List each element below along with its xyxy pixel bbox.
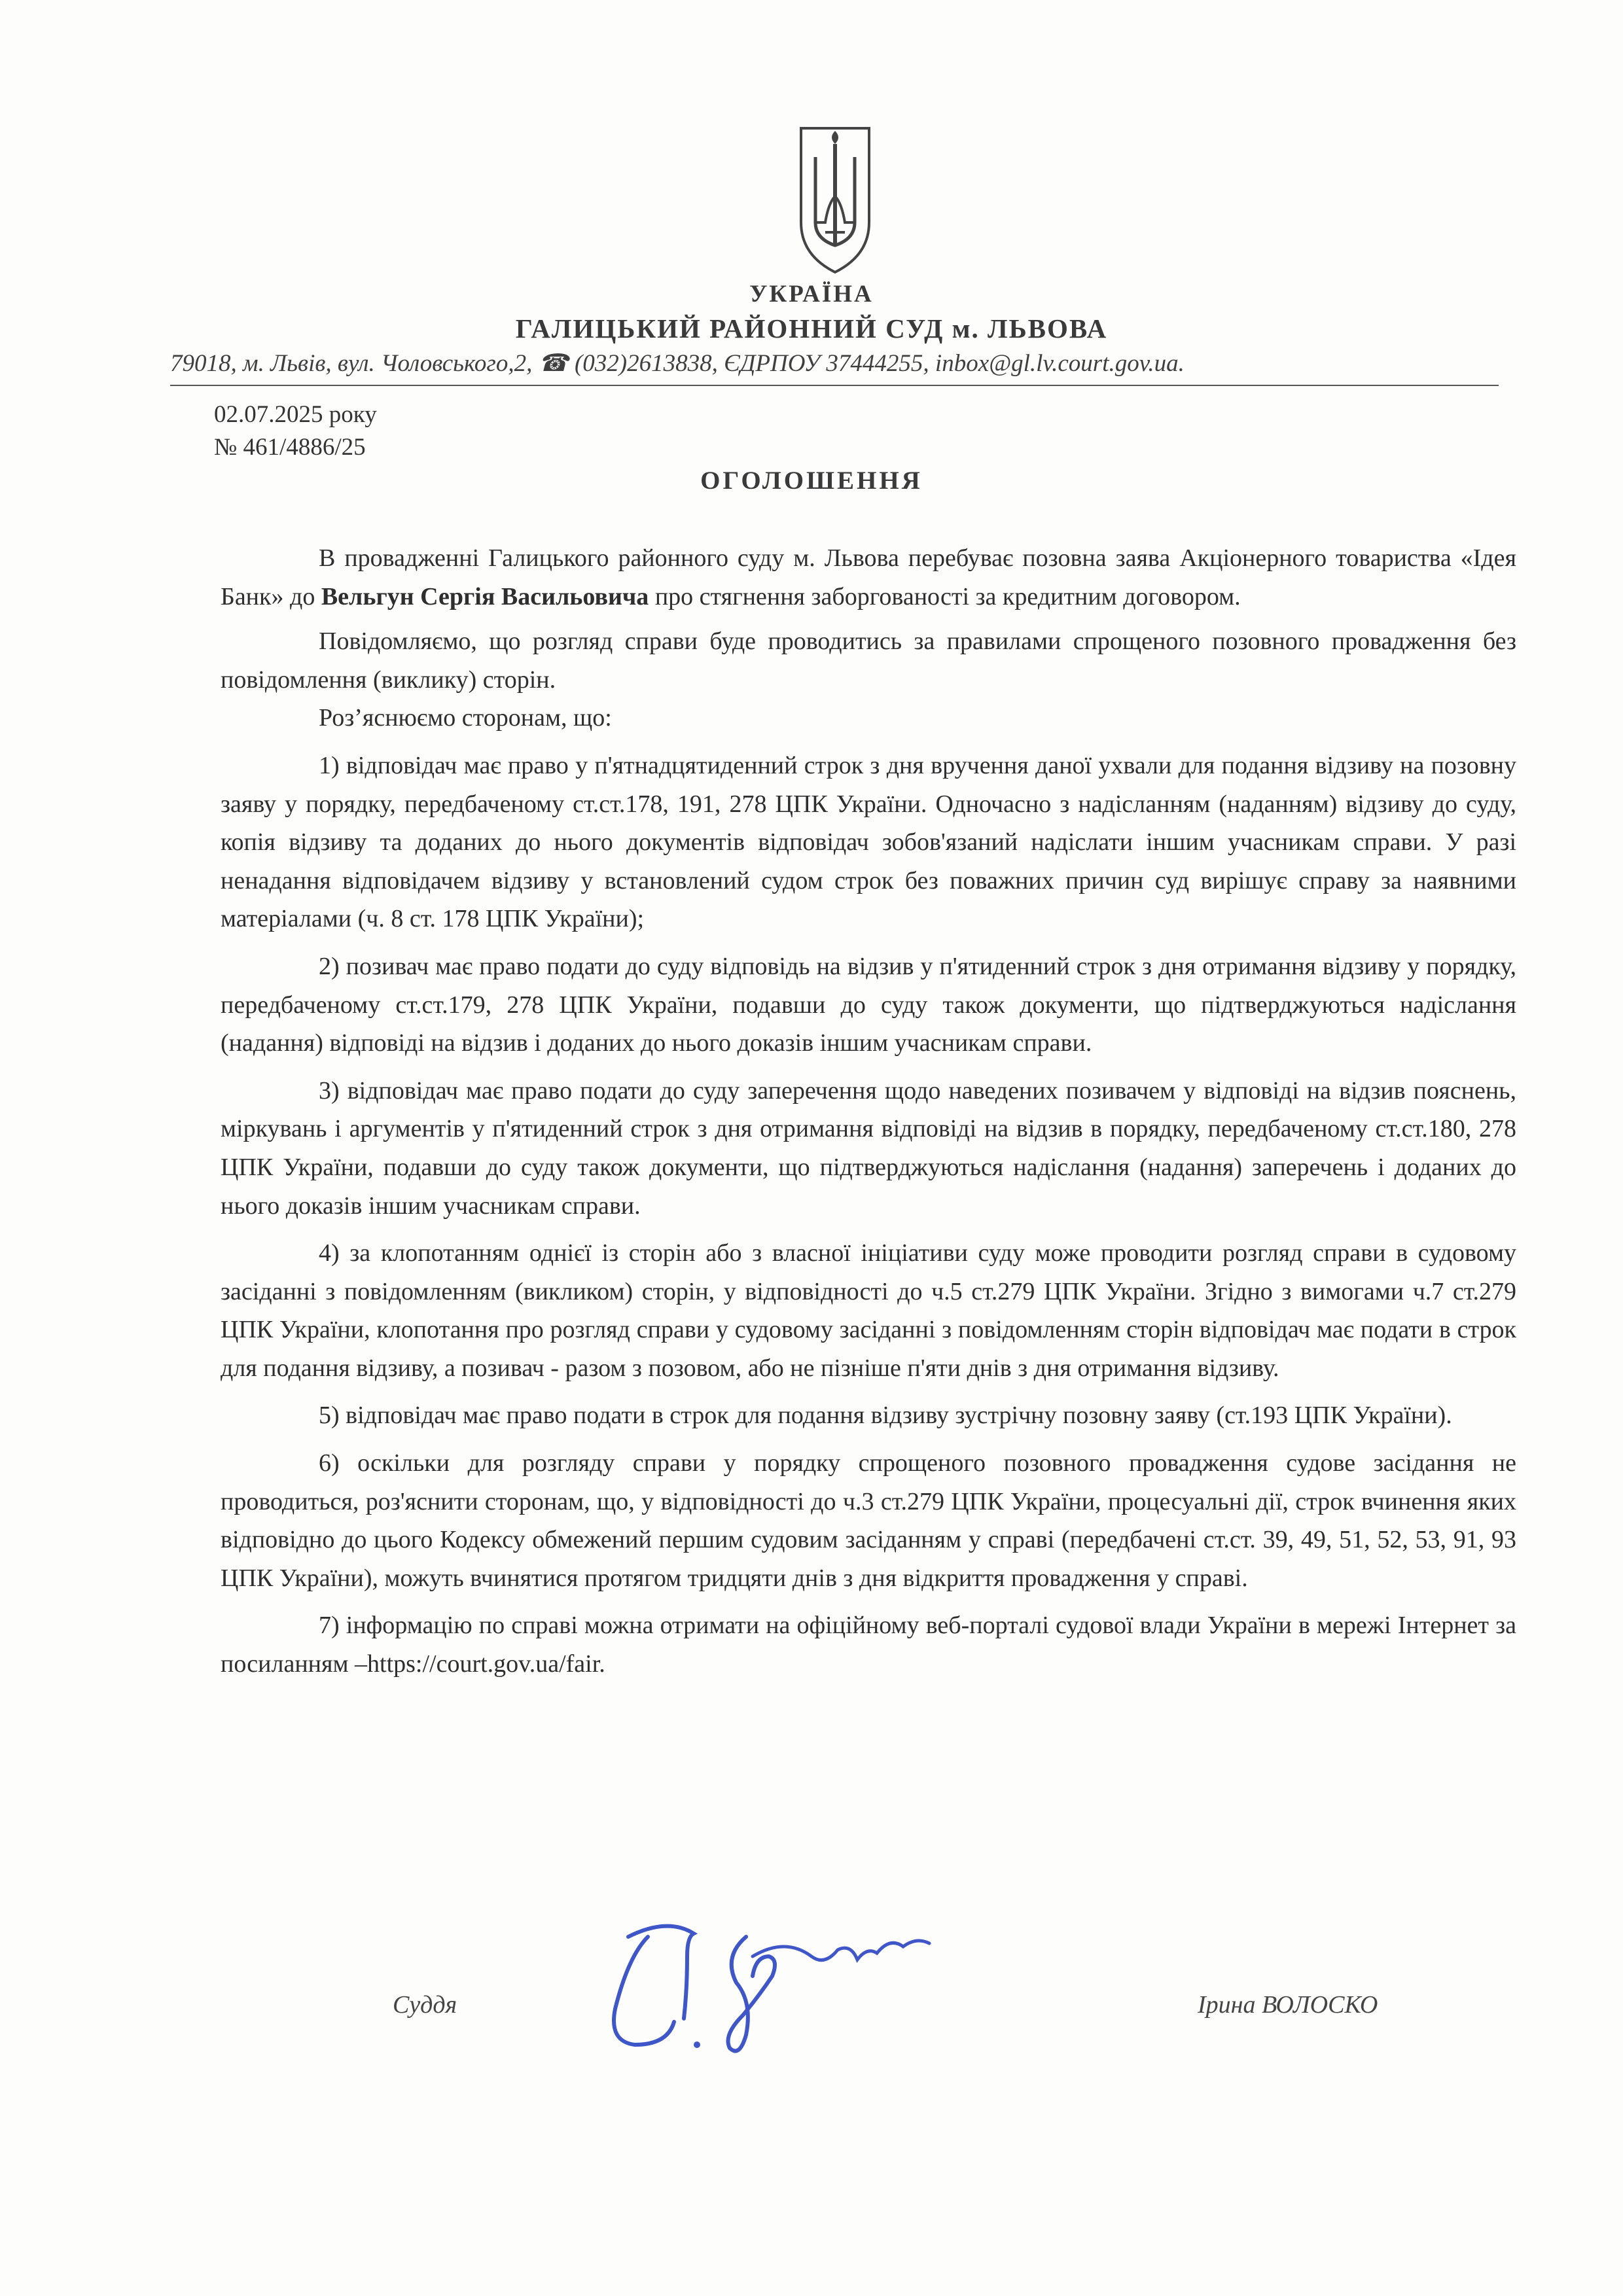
country-name: УКРАЇНА [749, 281, 874, 308]
judge-name: Ірина ВОЛОСКО [1198, 1991, 1378, 2019]
list-item-5: 5) відповідач має право подати в строк для подання відзиву зустрічну позовну заяву (ст.193 ЦПК України). [319, 1402, 1452, 1430]
paragraph-intro [221, 539, 1516, 616]
document-body [221, 539, 1516, 1684]
document-title: ОГОЛОШЕННЯ [700, 467, 923, 495]
list-item-3: 3) відповідач має право подати до суду заперечення щодо наведених позивачем у відповіді на відзив пояснень, міркувань і аргументів у п'ятиденний строк з дня отримання відповіді на відзив в порядку, передбаченому ст.ст.180, 278 ЦПК України, подавши до суду також документи, що підтверджуються надіслання (надання) заперечень і доданих до нього доказів іншим учасникам справи. [221, 1076, 1516, 1220]
defendant-name: Вельгун Сергія Васильовича [321, 582, 649, 610]
intro-end: про стягнення заборгованості за кредитним договором. [649, 582, 1241, 610]
intro-start: В провадженні Галицького районного суду м. Львова перебуває позовна заява Акціонерного товариства «Ідея Банк» до [221, 544, 1516, 610]
court-name: ГАЛИЦЬКИЙ РАЙОННИЙ СУД м. ЛЬВОВА [515, 313, 1108, 344]
tryzub-emblem-icon [796, 124, 874, 275]
case-number: № 461/4886/25 [214, 434, 366, 461]
list-item-4: 4) за клопотанням однієї із сторін або з власної ініціативи суду може проводити розгляд справи в судовому засіданні з повідомленням (викликом) сторін, у відповідності до ч.5 ст.279 ЦПК України. Згідно з вимогами ч.7 ст.279 ЦПК України, клопотання про розгляд справи у судовому засіданні з повідомленням сторін відповідач має подати в строк для подання відзиву, а позивач - разом з позовом, або не пізніше п'яти днів з дня отримання відзиву. [221, 1239, 1516, 1382]
handwritten-signature [589, 1898, 955, 2068]
paragraph-explanation: Роз’яснюємо сторонам, що: [319, 704, 612, 732]
court-address: 79018, м. Львів, вул. Чоловського,2, ☎ (032)2613838, ЄДРПОУ 37444255, inbox@gl.lv.court.gov.ua. [170, 350, 1185, 377]
list-item-6: 6) оскільки для розгляду справи у порядку спрощеного позовного провадження судове засідання не проводиться, роз'яснити сторонам, що, у відповідності до ч.3 ст.279 ЦПК України, процесуальні дії, строк вчинення яких відповідно до цього Кодексу обмежений першим судовим засіданням у справі (передбачені ст.ст. 39, 49, 51, 52, 53, 91, 93 ЦПК України), можуть вчинятися протягом тридцяти днів з дня відкриття провадження у справі. [221, 1449, 1516, 1592]
list-item-2: 2) позивач має право подати до суду відповідь на відзив у п'ятиденний строк з дня отримання відзиву у порядку, передбаченому ст.ст.179, 278 ЦПК України, подавши до суду також документи, що підтверджуються надіслання (надання) відповіді на відзив і доданих до нього доказів іншим учасникам справи. [221, 952, 1516, 1057]
header-divider [170, 385, 1499, 386]
judge-label: Суддя [393, 1991, 457, 2019]
list-item-7: 7) інформацію по справі можна отримати на офіційному веб-порталі судової влади України в мережі Інтернет за посиланням –https://court.gov.ua/fair. [221, 1612, 1516, 1678]
document-date: 02.07.2025 року [214, 401, 377, 428]
paragraph-procedure: Повідомляємо, що розгляд справи буде проводитись за правилами спрощеного позовного провадження без повідомлення (виклику) сторін. [221, 627, 1516, 694]
list-item-1: 1) відповідач має право у п'ятнадцятиденний строк з дня вручення даної ухвали для подання відзиву на позовну заяву у порядку, передбаченому ст.ст.178, 191, 278 ЦПК України. Одночасно з надісланням (наданням) відзиву до суду, копія відзиву та доданих до нього документів відповідач зобов'язаний надіслати іншим учасникам справи. У разі ненадання відповідачем відзиву у встановлений судом строк без поважних причин суд вирішує справу за наявними матеріалами (ч. 8 ст. 178 ЦПК України); [221, 751, 1516, 933]
